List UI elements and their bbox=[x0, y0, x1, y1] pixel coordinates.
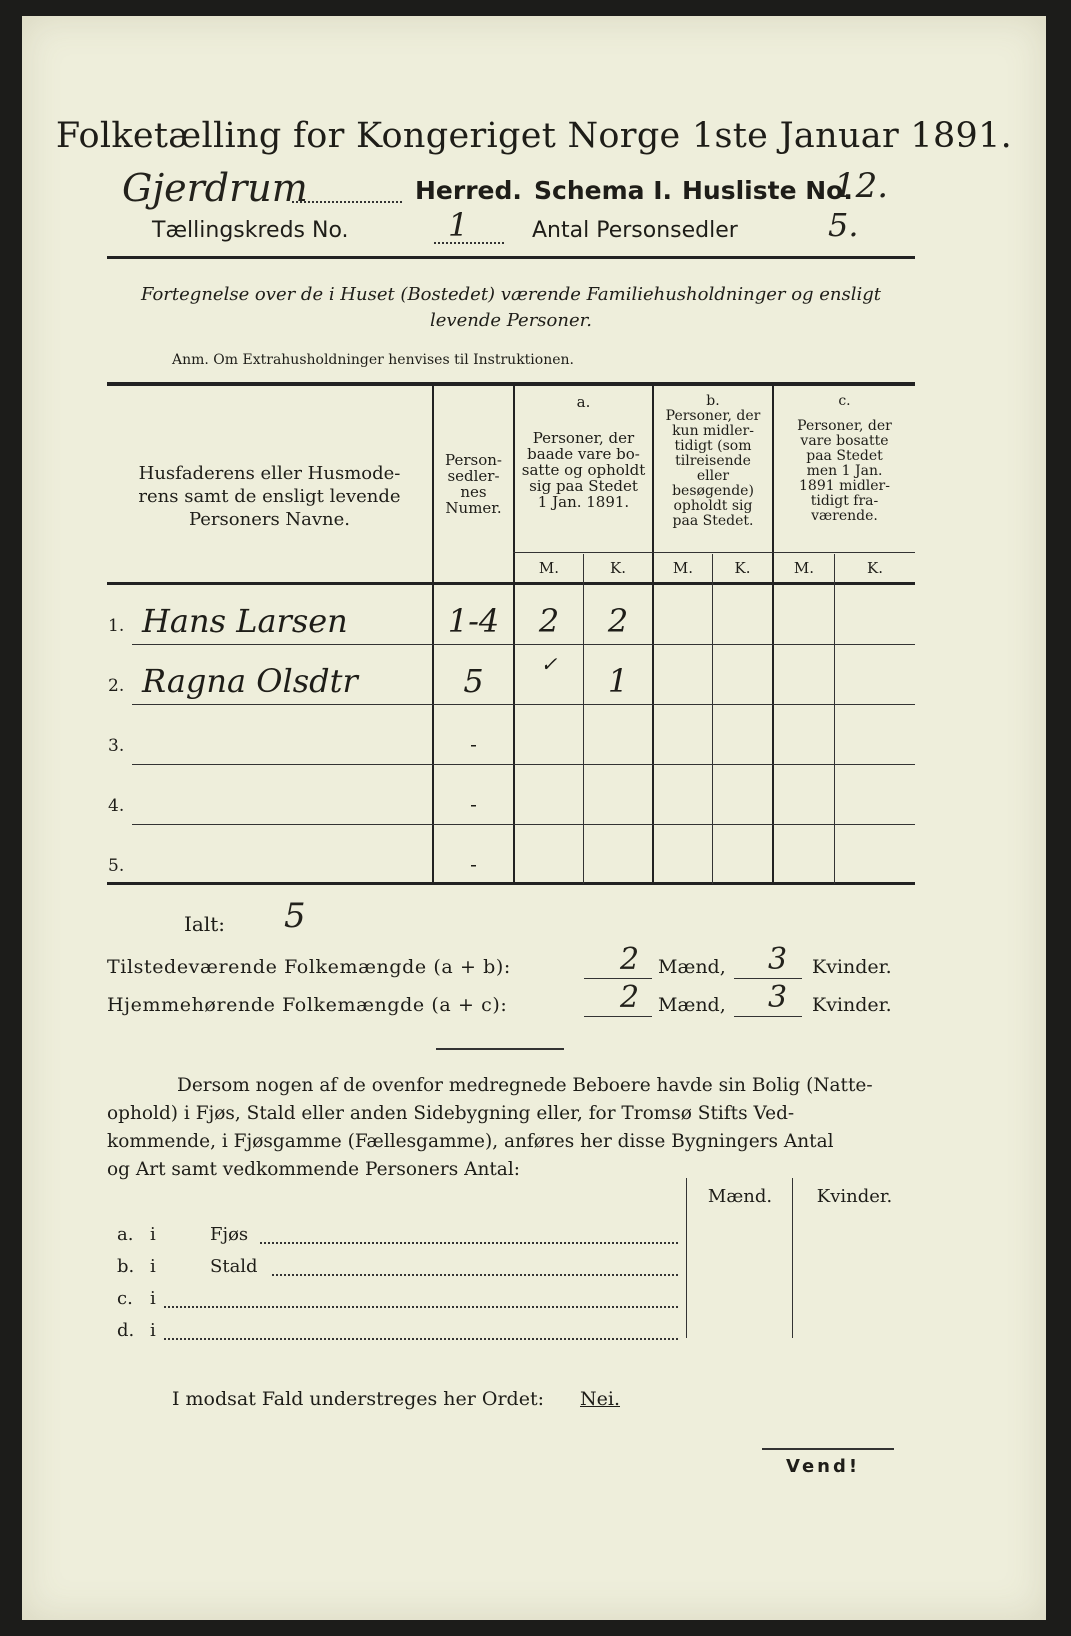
col-b-header bbox=[654, 394, 772, 529]
col-b-l8: paa Stedet. bbox=[672, 513, 754, 529]
hjem-m-line bbox=[584, 1016, 652, 1017]
herred-label: Herred. bbox=[415, 176, 522, 205]
kreds-label: Tællingskreds No. bbox=[152, 218, 349, 243]
row-4-sedler: - bbox=[470, 792, 477, 816]
col-b-l1: Personer, der bbox=[665, 408, 761, 424]
hjem-maend: Mænd, bbox=[658, 994, 726, 1016]
b-m-label: M. bbox=[672, 559, 694, 577]
col-a-l1: Personer, der bbox=[532, 429, 635, 447]
bolig-a-prep: i bbox=[150, 1224, 156, 1245]
col-b-l4: tilreisende bbox=[675, 453, 751, 469]
row-5-num: 5. bbox=[108, 856, 125, 876]
col-a-l4: sig paa Stedet bbox=[529, 477, 638, 495]
tilst-k: 3 bbox=[768, 942, 788, 977]
col-num-header bbox=[434, 452, 513, 516]
b-k-label: K. bbox=[734, 559, 751, 577]
col-a-letter: a. bbox=[576, 393, 591, 411]
tilst-m: 2 bbox=[620, 942, 640, 977]
row-line-2 bbox=[132, 704, 915, 705]
a-k-label: K. bbox=[610, 559, 626, 577]
bolig-paragraph bbox=[107, 1072, 915, 1184]
col-c-l5: 1891 midler- bbox=[799, 478, 890, 494]
bolig-a-what: Fjøs bbox=[210, 1224, 249, 1245]
hjem-m: 2 bbox=[620, 980, 640, 1015]
bolig-b-prep: i bbox=[150, 1256, 156, 1277]
hjem-label: Hjemmehørende Folkemængde (a + c): bbox=[107, 994, 508, 1016]
separator-rule bbox=[436, 1048, 564, 1050]
bolig-d-dots bbox=[164, 1338, 678, 1340]
bolig-col-maend: Mænd. bbox=[707, 1186, 773, 1207]
col-line-b-mk bbox=[712, 554, 713, 884]
herred-dots bbox=[292, 201, 402, 203]
bolig-c-letter: c. bbox=[117, 1288, 133, 1309]
col-name-header-l3: Personers Navne. bbox=[188, 509, 351, 530]
hjem-k: 3 bbox=[768, 980, 788, 1015]
a-m-label: M. bbox=[538, 559, 560, 577]
census-sheet bbox=[22, 16, 1046, 1620]
bolig-col-line-2 bbox=[792, 1178, 793, 1338]
bolig-a-letter: a. bbox=[117, 1224, 134, 1245]
kreds-value: 1 bbox=[448, 206, 469, 244]
intro-line-1: Fortegnelse over de i Huset (Bostedet) værende Familiehusholdninger og ensligt bbox=[140, 284, 882, 305]
tilst-label: Tilstedeværende Folkemængde (a + b): bbox=[107, 956, 511, 978]
col-a-header bbox=[515, 394, 652, 510]
bolig-a-dots bbox=[260, 1242, 678, 1244]
col-num-header-l1: Person- bbox=[445, 451, 502, 469]
intro-text bbox=[107, 282, 915, 334]
col-b-l3: tidigt (som bbox=[674, 438, 752, 454]
col-num-header-l4: Numer. bbox=[445, 499, 502, 517]
col-c-l3: paa Stedet bbox=[806, 448, 883, 464]
header-rule bbox=[107, 256, 915, 259]
bolig-col-kvinder: Kvinder. bbox=[816, 1186, 893, 1207]
vend-rule bbox=[762, 1448, 894, 1450]
col-name-header bbox=[107, 462, 432, 531]
col-c-header bbox=[774, 394, 915, 524]
row-5-sedler: - bbox=[470, 852, 477, 876]
herred-value: Gjerdrum bbox=[122, 166, 308, 210]
row-3-num: 3. bbox=[108, 736, 125, 756]
nei-word: Nei. bbox=[580, 1388, 620, 1410]
kreds-dots bbox=[434, 242, 504, 244]
bolig-b-what: Stald bbox=[210, 1256, 258, 1277]
col-line-c-mk bbox=[834, 554, 835, 884]
ialt-value: 5 bbox=[284, 896, 306, 936]
row-1-sedler: 1-4 bbox=[447, 602, 500, 640]
row-2-sedler: 5 bbox=[463, 662, 484, 700]
c-m-label: M. bbox=[793, 559, 815, 577]
bolig-line-1: Dersom nogen af de ovenfor medregnede Beboere havde sin Bolig (Natte- bbox=[177, 1075, 873, 1096]
antal-label: Antal Personsedler bbox=[532, 218, 738, 243]
col-b-l7: opholdt sig bbox=[673, 498, 753, 514]
husliste-value: 12. bbox=[834, 166, 889, 206]
col-c-l7: værende. bbox=[811, 508, 878, 524]
tilst-kvinder: Kvinder. bbox=[812, 956, 892, 978]
col-num-header-l3: nes bbox=[460, 483, 487, 501]
row-line-4 bbox=[132, 824, 915, 825]
col-c-l1: Personer, der bbox=[797, 418, 892, 434]
bolig-c-dots bbox=[164, 1306, 678, 1308]
col-num-header-l2: sedler- bbox=[447, 467, 500, 485]
ialt-label: Ialt: bbox=[184, 912, 225, 936]
row-1-name: Hans Larsen bbox=[142, 602, 348, 640]
mk-header-rule bbox=[513, 552, 915, 553]
bolig-col-line-1 bbox=[686, 1178, 687, 1338]
row-2-a-k: 1 bbox=[607, 662, 629, 700]
hjem-kvinder: Kvinder. bbox=[812, 994, 892, 1016]
col-a-l3: satte og opholdt bbox=[521, 461, 646, 479]
row-4-num: 4. bbox=[108, 796, 125, 816]
hjem-k-line bbox=[734, 1016, 802, 1017]
vend-text: Vend! bbox=[786, 1456, 861, 1477]
bolig-line-3: kommende, i Fjøsgamme (Fællesgamme), anføres her disse Bygningers Antal bbox=[107, 1131, 834, 1152]
schema-label: Schema I. bbox=[534, 176, 673, 205]
bolig-line-2: ophold) i Fjøs, Stald eller anden Sidebygning eller, for Tromsø Stifts Ved- bbox=[107, 1103, 795, 1124]
tilst-m-line bbox=[584, 978, 652, 979]
husliste-label: Husliste No. bbox=[682, 176, 853, 205]
table-bottom-rule bbox=[107, 882, 915, 885]
row-3-sedler: - bbox=[470, 732, 477, 756]
page-title: Folketælling for Kongeriget Norge 1ste Januar 1891. bbox=[55, 116, 1013, 156]
row-line-1 bbox=[132, 644, 915, 645]
col-c-l2: vare bosatte bbox=[800, 433, 889, 449]
bolig-c-prep: i bbox=[150, 1288, 156, 1309]
table-header-rule bbox=[107, 582, 915, 585]
row-1-num: 1. bbox=[108, 616, 125, 636]
row-line-3 bbox=[132, 764, 915, 765]
bolig-b-dots bbox=[272, 1274, 678, 1276]
col-a-l2: baade vare bo- bbox=[527, 445, 640, 463]
col-b-l6: besøgende) bbox=[672, 483, 754, 499]
row-2-name: Ragna Olsdtr bbox=[142, 662, 358, 700]
col-b-l2: kun midler- bbox=[672, 423, 754, 439]
row-2-a-m: ✓ bbox=[540, 652, 558, 676]
row-2-num: 2. bbox=[108, 676, 125, 696]
bolig-d-prep: i bbox=[150, 1320, 156, 1341]
anm-note: Anm. Om Extrahusholdninger henvises til Instruktionen. bbox=[172, 352, 574, 368]
antal-value: 5. bbox=[828, 206, 859, 244]
intro-line-2: levende Personer. bbox=[430, 310, 592, 331]
row-1-a-k: 2 bbox=[607, 602, 629, 640]
tilst-maend: Mænd, bbox=[658, 956, 726, 978]
col-c-letter: c. bbox=[838, 393, 851, 409]
col-b-letter: b. bbox=[706, 393, 720, 409]
c-k-label: K. bbox=[867, 559, 883, 577]
table-top-rule bbox=[107, 382, 915, 386]
bolig-line-4: og Art samt vedkommende Personers Antal: bbox=[107, 1159, 520, 1180]
tilst-k-line bbox=[734, 978, 802, 979]
col-name-header-l1: Husfaderens eller Husmode- bbox=[138, 463, 401, 484]
col-c-l4: men 1 Jan. bbox=[806, 463, 883, 479]
bolig-b-letter: b. bbox=[117, 1256, 135, 1277]
modsat-text: I modsat Fald understreges her Ordet: bbox=[172, 1388, 544, 1410]
col-c-l6: tidigt fra- bbox=[810, 493, 879, 509]
row-1-a-m: 2 bbox=[538, 602, 560, 640]
col-b-l5: eller bbox=[696, 468, 730, 484]
bolig-d-letter: d. bbox=[117, 1320, 135, 1341]
col-a-l5: 1 Jan. 1891. bbox=[537, 493, 630, 511]
col-name-header-l2: rens samt de ensligt levende bbox=[138, 486, 401, 507]
